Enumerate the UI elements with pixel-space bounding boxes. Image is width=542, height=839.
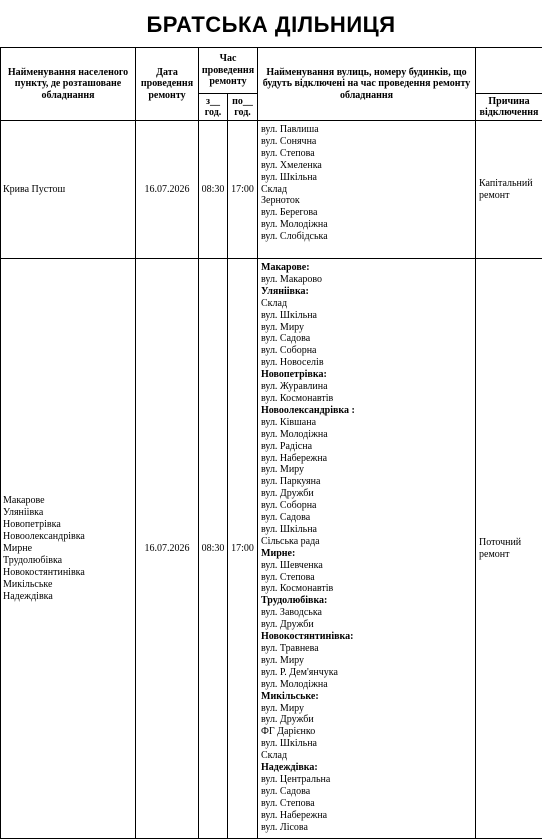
- location-cell: Крива Пустош: [1, 121, 136, 259]
- street-item: Склад: [261, 183, 288, 195]
- street-item: вул. Миру: [261, 321, 305, 333]
- street-item: Склад: [261, 750, 288, 762]
- street-item: вул. Степова: [261, 571, 315, 583]
- street-item: Зерноток: [261, 195, 300, 207]
- settlement-heading: Уляніівка:: [261, 285, 309, 297]
- street-item: вул. Павлиша: [261, 124, 319, 135]
- street-item: вул. Набережна: [261, 809, 328, 821]
- street-item: вул. Дружби: [261, 714, 314, 726]
- street-item: вул. Заводська: [261, 607, 322, 619]
- outage-table: [0, 47, 542, 839]
- streets-cell: [258, 121, 476, 259]
- street-item: вул. Степова: [261, 147, 315, 159]
- date-cell: 16.07.2026: [136, 121, 199, 259]
- street-item: вул. Миру: [261, 464, 305, 476]
- location-item: Новокостянтинівка: [3, 566, 85, 578]
- street-item: вул. Берегова: [261, 207, 318, 219]
- street-item: вул. Степова: [261, 797, 315, 809]
- street-item: вул. Ківшана: [261, 416, 317, 428]
- street-item: вул. Космонавтів: [261, 583, 334, 595]
- street-item: вул. Соборна: [261, 500, 317, 512]
- street-item: вул. Новоселів: [261, 357, 324, 369]
- street-item: вул. Шкільна: [261, 309, 317, 321]
- street-item: вул. Травнева: [261, 643, 319, 654]
- date-cell: 16.07.2026: [136, 259, 199, 839]
- street-item: вул. Набережна: [261, 452, 328, 464]
- location-cell: [1, 259, 136, 839]
- street-item: вул. Миру: [261, 702, 305, 714]
- street-item: вул. Слобідська: [261, 231, 328, 243]
- settlement-heading: Макарове:: [261, 262, 310, 273]
- street-item: вул. Р. Дем'янчука: [261, 666, 338, 678]
- header-streets: Найменування вулиць, номеру будинків, що будуть відключені на час проведення ремонту обладнання: [258, 48, 476, 121]
- street-item: вул. Журавлина: [261, 381, 328, 393]
- time-from-cell: 08:30: [199, 259, 228, 839]
- street-item: вул. Космонавтів: [261, 392, 334, 404]
- street-item: ФГ Дарієнко: [261, 726, 316, 738]
- street-item: вул. Шкільна: [261, 738, 317, 750]
- page-title: БРАТСЬКА ДІЛЬНИЦЯ: [146, 12, 396, 37]
- location-item: Надеждівка: [3, 590, 53, 602]
- location-item: Мирне: [3, 542, 33, 554]
- reason-cell: Капітальний ремонт: [476, 121, 542, 259]
- street-item: вул. Хмеленка: [261, 159, 322, 171]
- header-reason: Причина відключення: [476, 94, 542, 121]
- street-item: вул. Молодіжна: [261, 219, 328, 231]
- location-item: Микільське: [3, 578, 53, 590]
- location-item: Уляніівка: [3, 506, 44, 518]
- street-item: вул. Макарово: [261, 273, 323, 285]
- settlement-heading: Микільське:: [261, 690, 319, 702]
- street-item: вул. Лісова: [261, 821, 308, 833]
- header-time-from: з__ год.: [199, 94, 228, 121]
- settlement-heading: Новокостянтинівка:: [261, 631, 354, 643]
- street-item: вул. Шевченка: [261, 559, 323, 571]
- location-item: Макарове: [3, 494, 45, 506]
- location-item: Новоолександрівка: [3, 530, 85, 542]
- header-time: Час проведення ремонту: [199, 48, 258, 94]
- header-location: Найменування населеного пункту, де розташоване обладнання: [1, 48, 136, 121]
- streets-cell: [258, 259, 476, 839]
- settlement-heading: Мирне:: [261, 547, 296, 559]
- street-item: вул. Дружби: [261, 488, 314, 500]
- street-item: вул. Молодіжна: [261, 678, 328, 690]
- street-item: вул. Садова: [261, 785, 311, 797]
- settlement-heading: Надеждівка:: [261, 762, 318, 774]
- table-row: [1, 121, 542, 259]
- street-item: вул. Садова: [261, 512, 311, 524]
- street-item: вул. Паркуяна: [261, 476, 321, 488]
- street-item: вул. Центральна: [261, 773, 331, 785]
- time-to-cell: 17:00: [228, 259, 258, 839]
- location-item: Трудолюбівка: [3, 554, 63, 566]
- header-time-to: по__ год.: [228, 94, 258, 121]
- street-item: вул. Шкільна: [261, 523, 317, 535]
- street-item: вул. Миру: [261, 654, 305, 666]
- street-item: Сільська рада: [261, 535, 320, 547]
- street-item: вул. Радісна: [261, 440, 313, 452]
- street-item: вул. Соборна: [261, 345, 317, 357]
- header-date: Дата проведення ремонту: [136, 48, 199, 121]
- settlement-heading: Новопетрівка:: [261, 369, 327, 381]
- table-row: [1, 259, 542, 839]
- street-item: Склад: [261, 297, 288, 309]
- street-item: вул. Дружби: [261, 619, 314, 631]
- settlement-heading: Трудолюбівка:: [261, 595, 328, 607]
- street-item: вул. Сонячна: [261, 135, 317, 147]
- street-item: вул. Молодіжна: [261, 428, 328, 440]
- street-item: вул. Шкільна: [261, 171, 317, 183]
- header-blank: [476, 48, 542, 94]
- reason-cell: Поточний ремонт: [476, 259, 542, 839]
- settlement-heading: Новоолександрівка :: [261, 404, 355, 416]
- time-from-cell: 08:30: [199, 121, 228, 259]
- time-to-cell: 17:00: [228, 121, 258, 259]
- street-item: вул. Садова: [261, 333, 311, 345]
- location-item: Новопетрівка: [3, 518, 61, 530]
